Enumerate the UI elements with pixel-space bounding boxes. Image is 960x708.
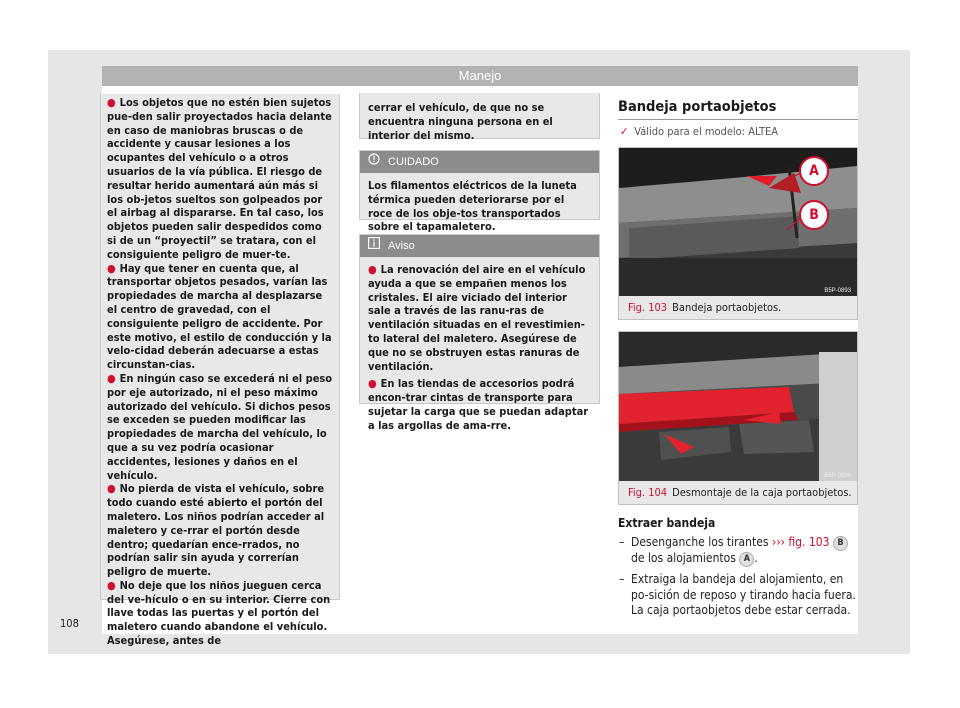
bullet-icon: ● [368, 377, 377, 391]
warning-item: ● No pierda de vista el vehículo, sobre todo cuando esté abierto el portón del maletero. Los niños podrían acceder al maletero y ce-rrar el portón desde dentro; quedarían ence-rrados, no podrían salir sin ayuda y correrían peligro de muerte. [107, 482, 325, 579]
subsection-title: Extraer bandeja [618, 516, 716, 530]
cuidado-title: CUIDADO [388, 156, 439, 168]
section-title: Bandeja portaobjetos [618, 99, 777, 115]
bullet-icon: ● [107, 96, 116, 109]
figure-reference-link[interactable]: ››› fig. 103 [771, 535, 830, 549]
validity-note: ✓ Válido para el modelo: ALTEA [620, 125, 779, 138]
cuidado-text: Los filamentos eléctricos de la luneta térmica pueden deteriorarse por el roce de los obje-tos transportados sobre el tapamaletero. [368, 179, 577, 234]
label-a-callout: A [799, 156, 829, 186]
info-icon [368, 235, 380, 257]
aviso-list [360, 257, 599, 439]
warning-item: ● En ningún caso se excederá ni el peso por eje autorizado, ni el peso máximo autorizado del vehículo. Si dichos pesos se exceden se pueden modificar las propiedades de marcha del vehículo, lo que a su vez podría ocasionar accidentes, lesiones y daños en el vehículo. [107, 371, 333, 482]
figure-number: Fig. 104 [628, 486, 668, 499]
aviso-header [360, 235, 599, 257]
bullet-icon: ● [368, 263, 377, 276]
figure-caption: Fig. 103 Bandeja portaobjetos. [619, 296, 857, 319]
section-divider [618, 119, 858, 120]
cuidado-header [360, 151, 599, 173]
figure-code: B5P-0894 [824, 473, 851, 479]
figure-number: Fig. 103 [628, 301, 668, 314]
warning-item: ● Los objetos que no estén bien sujetos pue-den salir proyectados hacia delante en caso de maniobras bruscas o de accidente y causar lesiones a los ocupantes del vehículo o a otros usuarios de la vía pública. El riesgo de resultar herido aumentará aún más si los ob-jetos sueltos son golpeados por el airbag al dispararse. En tal caso, los objetos pueden salir despedidos como si de un “proyectil” se tratara, con el consiguiente peligro de muer-te. [107, 96, 332, 261]
callout-badge-b: B [833, 536, 848, 551]
bullet-icon: ● [107, 482, 116, 496]
check-icon: ✓ [620, 125, 629, 138]
page-header: Manejo [102, 66, 858, 86]
warning-continuation-text: cerrar el vehículo, de que no se encuentra ninguna persona en el interior del mismo. [368, 101, 553, 142]
warning-item: ● Hay que tener en cuenta que, al transportar objetos pesados, varían las propiedades de marcha al desplazarse el centro de gravedad, con el consiguiente peligro de accidente. Por este motivo, el estilo de conducción y la velo-cidad deberán adecuarse a estas circunstan-cias. [107, 261, 332, 372]
warning-box-end [359, 93, 600, 142]
aviso-item: ● La renovación del aire en el vehículo ayuda a que se empañen menos los cristales. El aire viciado del interior sale a través de las ranu-ras de ventilación situadas en el revestimien-to lateral del maletero. Asegúrese de que no se obstruyen estas ranuras de ventilación. [368, 263, 586, 373]
step-2: – Extraiga la bandeja del alojamiento, en po-sición de reposo y tirando hacia fuera. La caja portaobjetos debe estar cerrada. [619, 572, 856, 617]
step-dash: – [619, 535, 625, 549]
aviso-title: Aviso [388, 240, 415, 252]
cuidado-box [359, 150, 600, 234]
page-number: 108 [60, 617, 79, 630]
step-1: – Desenganche los tirantes ››› fig. 103 B de los alojamientos A . [619, 535, 859, 567]
aviso-item: ● En las tiendas de accesorios podrá encon-trar cintas de transporte para sujetar la carga que se puedan adaptar a las argollas de ama-rre. [368, 377, 589, 432]
warning-box-continued [100, 94, 340, 648]
caution-icon [368, 151, 380, 173]
warning-item: ● No deje que los niños jueguen cerca del ve-hículo o en su interior. Cierre con llave todas las puertas y el portón del maletero cuando abandone el vehículo. Asegúrese, antes de [107, 578, 331, 648]
figure-103 [618, 147, 858, 320]
label-b-callout: B [799, 200, 829, 230]
figure-code: B5P-0893 [824, 288, 851, 294]
bullet-icon: ● [107, 578, 116, 592]
bullet-icon: ● [107, 371, 116, 385]
storage-box-illustration [619, 332, 857, 482]
aviso-box [359, 234, 600, 432]
step-dash: – [619, 572, 625, 586]
warning-list [101, 94, 339, 648]
callout-badge-a: A [739, 552, 754, 567]
bullet-icon: ● [107, 261, 116, 275]
figure-104 [618, 331, 858, 505]
figure-caption: Fig. 104 Desmontaje de la caja portaobjetos. [619, 481, 857, 504]
